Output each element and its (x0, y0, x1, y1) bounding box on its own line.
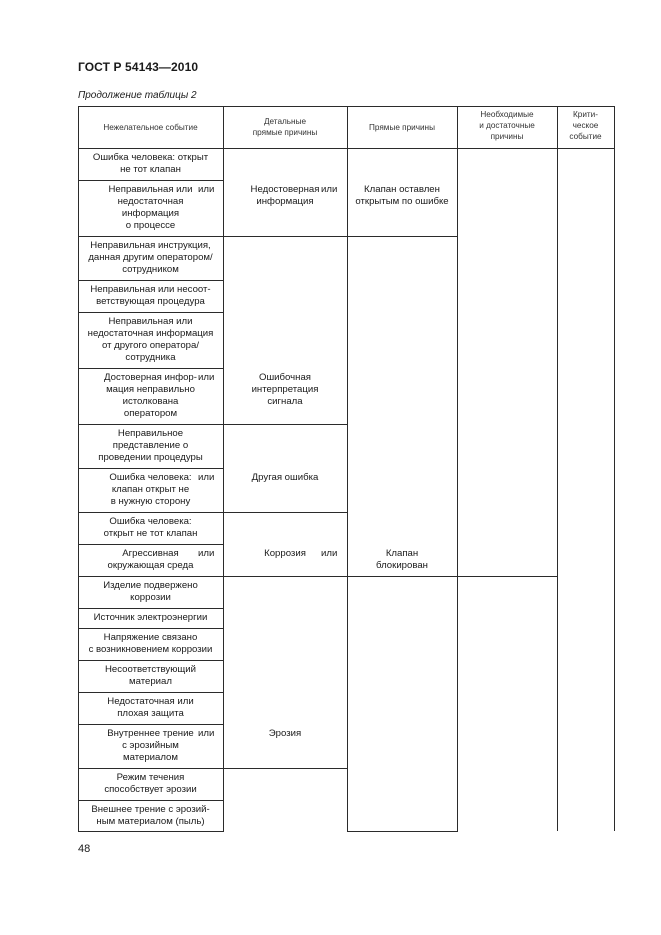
header-necessary-causes (457, 109, 557, 142)
undesired-event-cell-line: Недостаточная или (107, 696, 194, 707)
undesired-event-cell-line: открыт не тот клапан (103, 528, 198, 539)
undesired-event-cell-line: не тот клапан (120, 164, 181, 175)
detailed-cause-cell (223, 728, 347, 740)
undesired-event-cell (78, 516, 223, 540)
header-undesired-event (78, 122, 223, 133)
undesired-event-cell (78, 612, 223, 624)
undesired-event-cell (78, 316, 223, 364)
detailed-block-rule (223, 236, 348, 237)
direct-block-rule (347, 576, 458, 577)
undesired-event-cell (78, 240, 223, 276)
undesired-event-cell (78, 632, 223, 656)
or-operator: или (198, 372, 215, 383)
undesired-event-cell-line: о процессе (125, 220, 176, 231)
row-rule (78, 468, 224, 469)
direct-block-rule (347, 831, 458, 832)
undesired-event-cell-line: Неправильная или (108, 316, 193, 327)
direct-cause-cell (347, 184, 457, 208)
row-rule (78, 831, 224, 832)
header-detailed-causes (223, 116, 347, 138)
row-rule (78, 724, 224, 725)
undesired-event-cell-line: Источник электроэнергии (93, 612, 208, 623)
undesired-event-cell-line: Неправильная или несоот- (90, 284, 211, 295)
detailed-column-rule (347, 148, 348, 831)
undesired-event-cell (78, 804, 223, 828)
detailed-cause-cell-line: интерпретация (251, 384, 319, 395)
undesired-event-cell-line: Внутреннее трение (107, 728, 194, 739)
undesired-event-cell (78, 696, 223, 720)
undesired-event-cell-line: способствует эрозии (104, 784, 197, 795)
or-operator: или (321, 184, 338, 195)
undesired-event-cell-line: окружающая среда (107, 560, 194, 571)
detailed-block-rule (223, 424, 348, 425)
row-rule (78, 608, 224, 609)
header-critical-event-line: событие (569, 132, 602, 141)
detailed-cause-cell-line: Коррозия (264, 548, 306, 559)
undesired-event-cell-line: Агрессивная (122, 548, 179, 559)
critical-column-rule (557, 106, 558, 831)
direct-cause-cell (347, 548, 457, 572)
undesired-event-cell-line: с эрозийным (122, 740, 179, 751)
or-operator: или (321, 548, 338, 559)
necessary-block-rule (457, 148, 558, 149)
row-rule (78, 692, 224, 693)
undesired-event-cell-line: Неправильная инструкция, (90, 240, 211, 251)
undesired-event-cell (78, 428, 223, 464)
row-rule (78, 368, 224, 369)
row-rule (78, 628, 224, 629)
header-necessary-causes-line: и достаточные (479, 121, 535, 130)
undesired-event-cell-line: Неправильное (117, 428, 184, 439)
or-operator: или (198, 728, 215, 739)
undesired-event-cell-line: недостаточная информация (87, 328, 214, 339)
undesired-event-cell-line: клапан открыт не (111, 484, 190, 495)
row-rule (78, 180, 224, 181)
row-rule (78, 768, 224, 769)
undesired-event-cell-line: Изделие подвержено (103, 580, 198, 591)
row-rule (78, 512, 224, 513)
undesired-event-cell-line: сотрудника (125, 352, 176, 363)
undesired-event-cell (78, 152, 223, 176)
undesired-event-cell-line: недостаточная (117, 196, 184, 207)
undesired-event-cell-line: Напряжение связано (103, 632, 198, 643)
undesired-event-cell (78, 284, 223, 308)
page-number: 48 (78, 843, 91, 855)
header-direct-causes (347, 122, 457, 133)
table-right-rule (614, 106, 615, 831)
undesired-event-cell-line: проведении процедуры (98, 452, 203, 463)
detailed-cause-cell-line: Недостоверная (250, 184, 320, 195)
table-caption: Продолжение таблицы 2 (78, 90, 197, 101)
row-rule (78, 236, 224, 237)
header-necessary-causes-line: причины (490, 132, 524, 141)
detailed-block-rule (223, 576, 348, 577)
necessary-block-rule (457, 576, 558, 577)
undesired-event-cell-line: Неправильная или (108, 184, 193, 195)
detailed-cause-cell (223, 472, 347, 484)
direct-cause-cell-line: блокирован (376, 560, 428, 571)
undesired-event-cell-line: Ошибка человека: (109, 472, 192, 483)
detailed-cause-cell-line: Другая ошибка (251, 472, 319, 483)
header-critical-event-line: ческое (572, 121, 599, 130)
detailed-block-rule (223, 768, 348, 769)
necessary-column-rule (457, 106, 458, 831)
undesired-event-cell-line: оператором (123, 408, 178, 419)
undesired-event-cell-line: мация неправильно (106, 384, 195, 395)
direct-cause-cell-line: открытым по ошибке (355, 196, 449, 207)
direct-block-rule (347, 236, 458, 237)
undesired-event-cell-line: Достоверная инфор- (104, 372, 197, 383)
undesired-event-cell-line: с возникновением коррозии (88, 644, 213, 655)
undesired-event-cell-line: материалом (122, 752, 178, 763)
detailed-cause-cell-line: информация (256, 196, 314, 207)
undesired-event-cell-line: материал (129, 676, 172, 687)
undesired-event-cell-line: Ошибка человека: (109, 516, 192, 527)
detailed-cause-cell-line: Эрозия (268, 728, 302, 739)
undesired-event-cell-line: коррозии (130, 592, 171, 603)
or-operator: или (198, 548, 215, 559)
undesired-event-cell-line: в нужную сторону (110, 496, 191, 507)
undesired-event-cell (78, 664, 223, 688)
row-rule (78, 424, 224, 425)
undesired-event-cell (78, 772, 223, 796)
undesired-event-cell-line: представление о (112, 440, 189, 451)
header-undesired-event-line: Нежелательное событие (103, 122, 198, 132)
undesired-event-cell-line: Ошибка человека: открыт (92, 152, 209, 163)
row-rule (78, 576, 224, 577)
or-operator: или (198, 184, 215, 195)
undesired-event-cell-line: сотрудником (122, 264, 179, 275)
undesired-event-cell-line: Несоответствующий (105, 664, 196, 675)
row-rule (78, 312, 224, 313)
row-rule (78, 544, 224, 545)
undesired-event-cell-line: плохая защита (117, 708, 184, 719)
row-rule (78, 280, 224, 281)
undesired-event-cell-line: истолкована (122, 396, 179, 407)
row-rule (78, 800, 224, 801)
direct-block-rule (347, 148, 458, 149)
undesired-event-cell-line: Режим течения (116, 772, 185, 783)
undesired-event-cell-line: данная другим оператором/ (88, 252, 213, 263)
document-title: ГОСТ Р 54143—2010 (78, 60, 199, 74)
header-necessary-causes-line: Необходимые (480, 110, 534, 119)
detailed-cause-cell (223, 372, 347, 408)
direct-cause-cell-line: Клапан оставлен (364, 184, 440, 195)
header-direct-causes-line: Прямые причины (369, 122, 435, 132)
detailed-cause-cell-line: Ошибочная (259, 372, 311, 383)
header-detailed-causes-line: прямые причины (252, 128, 318, 137)
detailed-block-rule (223, 512, 348, 513)
header-detailed-causes-line: Детальные (263, 117, 307, 126)
undesired-event-cell-line: информация (121, 208, 180, 219)
undesired-event-cell-line: Внешнее трение с эрозий- (91, 804, 210, 815)
detailed-cause-cell-line: сигнала (267, 396, 303, 407)
header-critical-event (557, 109, 614, 142)
header-critical-event-line: Крити- (573, 110, 598, 119)
undesired-event-cell-line: ным материалом (пыль) (96, 816, 205, 827)
row-rule (78, 660, 224, 661)
or-operator: или (198, 472, 215, 483)
undesired-event-cell-line: от другого оператора/ (101, 340, 199, 351)
undesired-event-cell-line: ветствующая процедура (96, 296, 205, 307)
direct-cause-cell-line: Клапан (385, 548, 419, 559)
detailed-block-rule (223, 148, 348, 149)
undesired-event-cell (78, 580, 223, 604)
